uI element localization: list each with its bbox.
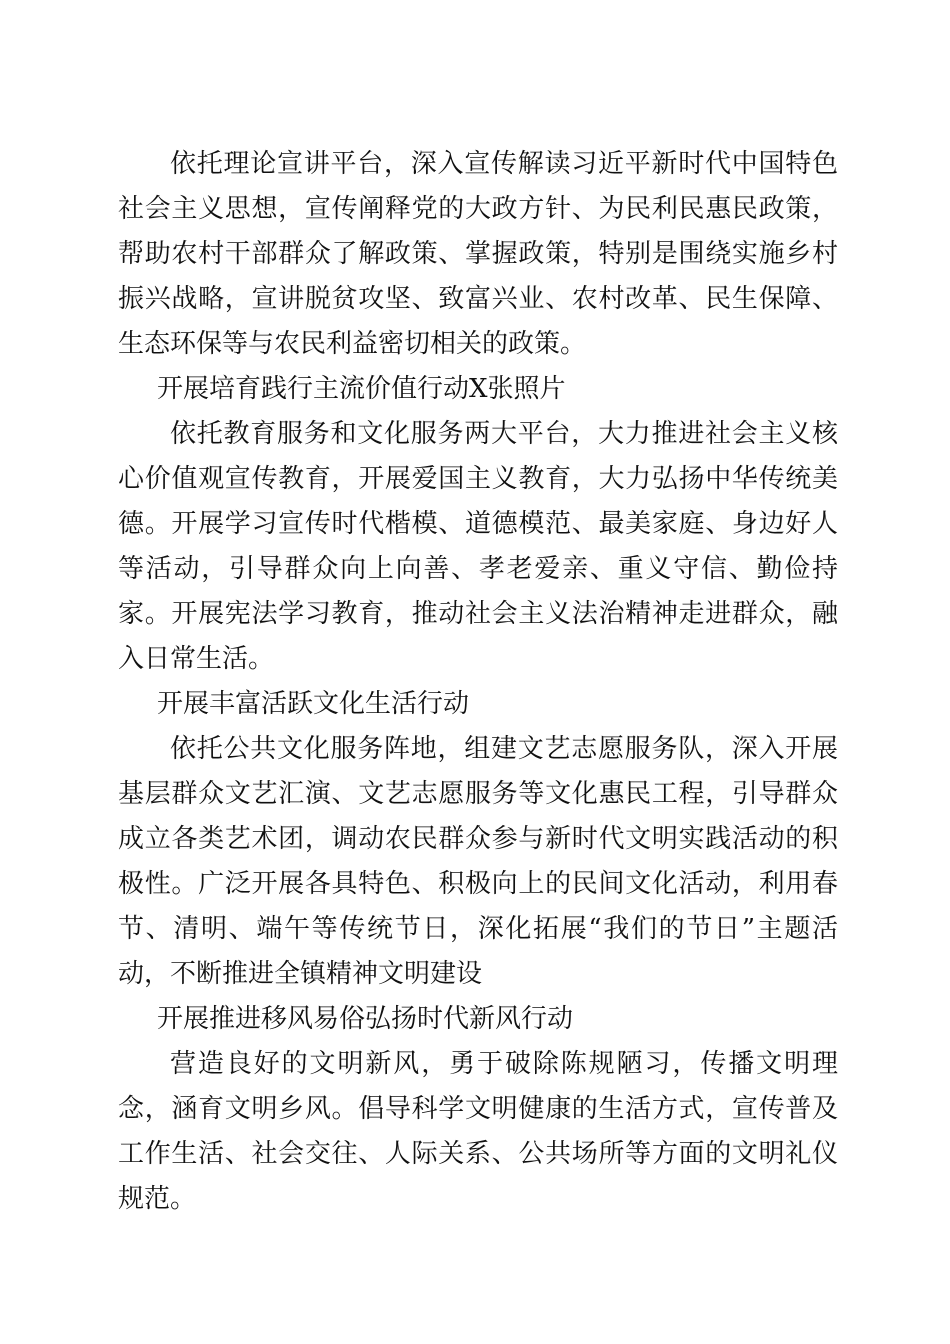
paragraph-theory-lecture: 依托理论宣讲平台，深入宣传解读习近平新时代中国特色社会主义思想，宣传阐释党的大政方针、为民利民惠民政策，帮助农村干部群众了解政策、掌握政策，特别是围绕实施乡村振兴战略，宣讲脱贫攻坚、致富兴业、农村改革、民生保障、生态环保等与农民利益密切相关的政策。	[118, 149, 838, 359]
heading-new-customs: 开展推进移风易俗弘扬时代新风行动	[157, 1004, 574, 1034]
heading-cultural-life: 开展丰富活跃文化生活行动	[157, 689, 470, 719]
paragraph-cultural-life: 依托公共文化服务阵地，组建文艺志愿服务队，深入开展基层群众文艺汇演、文艺志愿服务等文化惠民工程，引导群众成立各类艺术团，调动农民群众参与新时代文明实践活动的积极性。广泛开展各具特色、积极向上的民间文化活动，利用春节、清明、端午等传统节日，深化拓展“我们的节日”主题活动，不断推进全镇精神文明建设	[118, 734, 838, 989]
heading-core-values: 开展培育践行主流价值行动X张照片	[157, 374, 566, 404]
document-body	[118, 142, 838, 1222]
paragraph-new-customs: 营造良好的文明新风，勇于破除陈规陋习，传播文明理念，涵育文明乡风。倡导科学文明健康的生活方式，宣传普及工作生活、社会交往、人际关系、公共场所等方面的文明礼仪规范。	[118, 1049, 838, 1214]
paragraph-core-values: 依托教育服务和文化服务两大平台，大力推进社会主义核心价值观宣传教育，开展爱国主义教育，大力弘扬中华传统美德。开展学习宣传时代楷模、道德模范、最美家庭、身边好人等活动，引导群众向上向善、孝老爱亲、重义守信、勤俭持家。开展宪法学习教育，推动社会主义法治精神走进群众，融入日常生活。	[118, 419, 838, 674]
